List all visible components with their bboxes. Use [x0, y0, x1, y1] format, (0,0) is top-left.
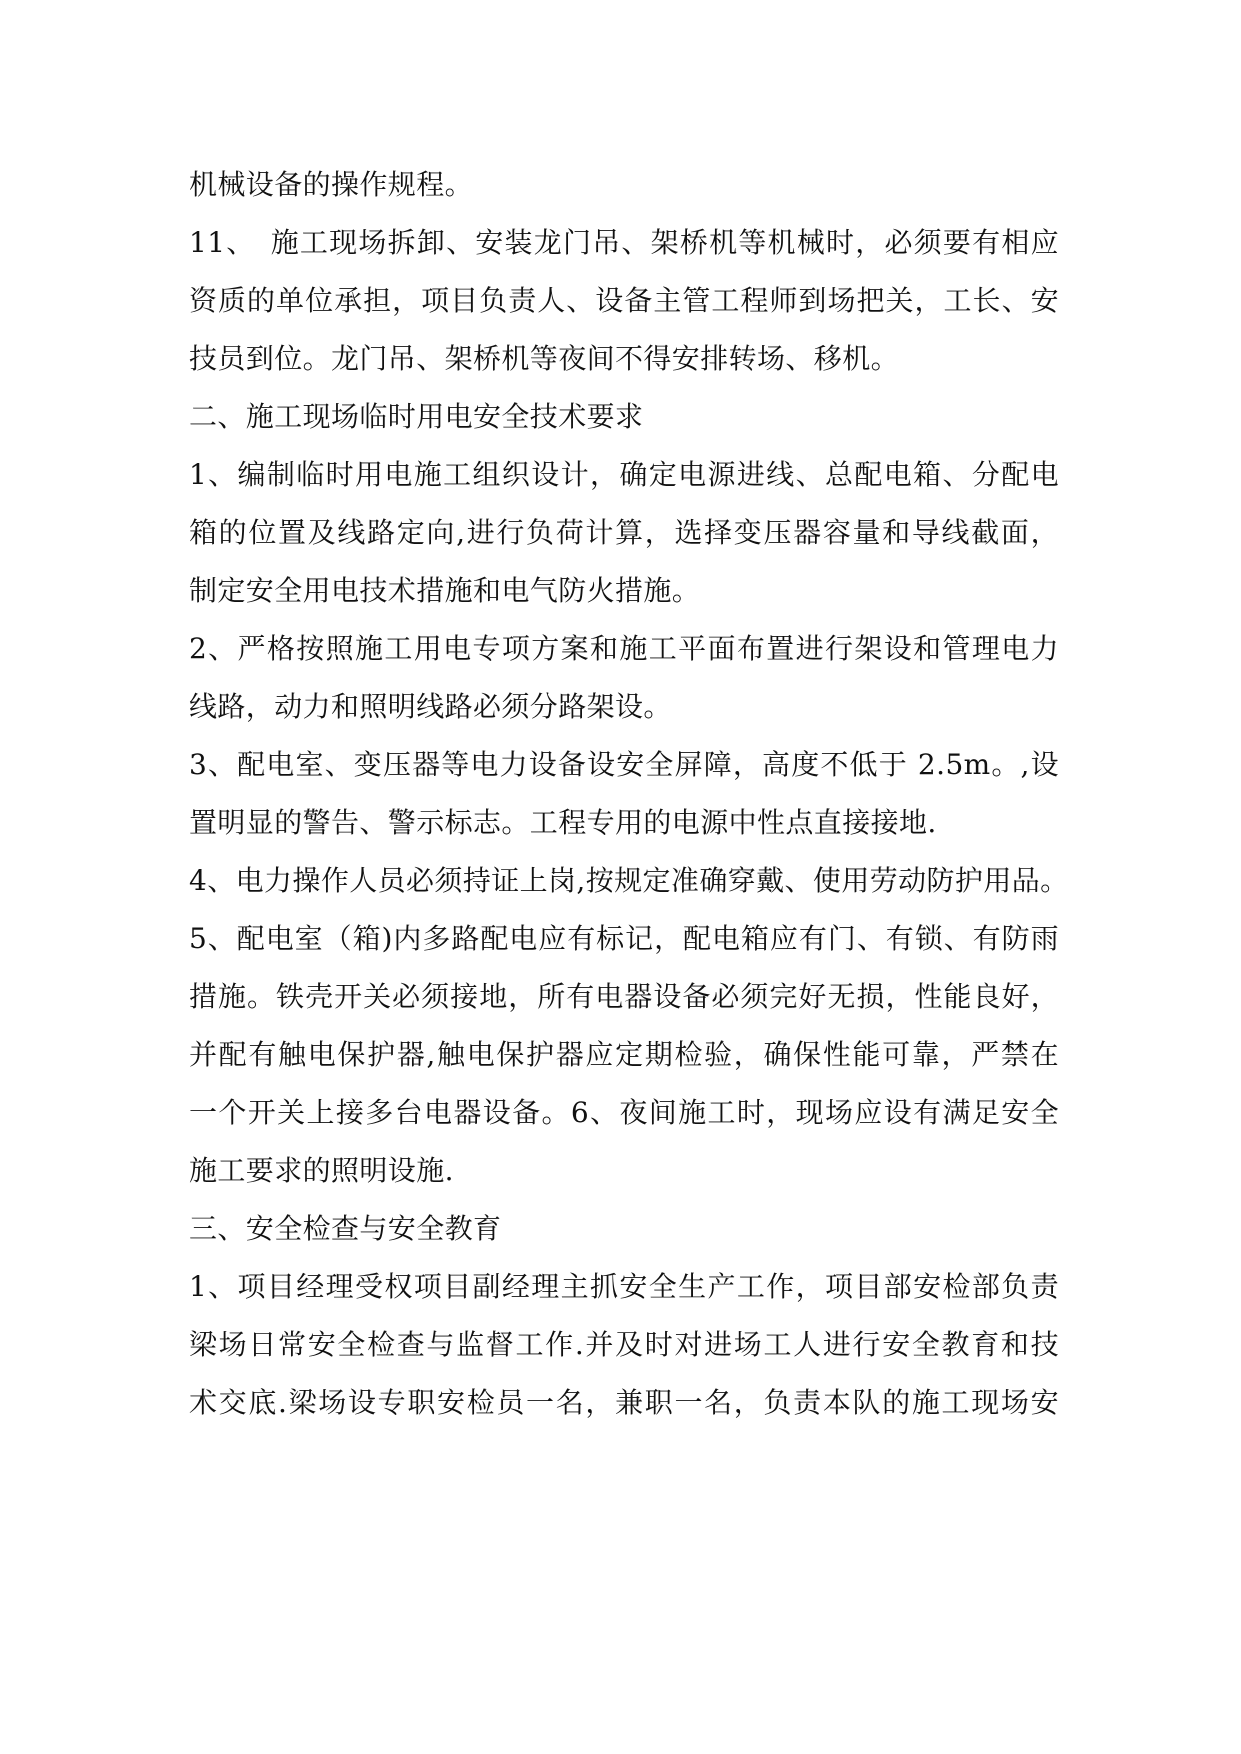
text-line: 梁场日常安全检查与监督工作.并及时对进场工人进行安全教育和技 [189, 1328, 1059, 1361]
text-line: 制定安全用电技术措施和电气防火措施。 [189, 574, 701, 607]
section-heading: 二、施工现场临时用电安全技术要求 [189, 400, 644, 433]
text-line: 资质的单位承担，项目负责人、设备主管工程师到场把关，工长、安 [189, 284, 1059, 317]
section-heading: 三、安全检查与安全教育 [189, 1212, 502, 1245]
text-line: 5、配电室（箱)内多路配电应有标记，配电箱应有门、有锁、有防雨 [189, 922, 1059, 955]
text-line: 1、编制临时用电施工组织设计，确定电源进线、总配电箱、分配电 [189, 458, 1059, 491]
text-line: 1、项目经理受权项目副经理主抓安全生产工作，项目部安检部负责 [189, 1270, 1059, 1303]
document-body [189, 156, 1069, 1432]
text-line: 并配有触电保护器,触电保护器应定期检验，确保性能可靠，严禁在 [189, 1038, 1059, 1071]
text-line: 技员到位。龙门吊、架桥机等夜间不得安排转场、移机。 [189, 342, 900, 375]
text-line: 置明显的警告、警示标志。工程专用的电源中性点直接接地. [189, 806, 937, 839]
text-line: 措施。铁壳开关必须接地，所有电器设备必须完好无损，性能良好， [189, 980, 1059, 1013]
text-line: 箱的位置及线路定向,进行负荷计算，选择变压器容量和导线截面， [189, 516, 1059, 549]
text-line: 2、严格按照施工用电专项方案和施工平面布置进行架设和管理电力 [189, 632, 1059, 665]
text-line: 术交底.梁场设专职安检员一名，兼职一名，负责本队的施工现场安 [189, 1386, 1059, 1419]
text-line: 3、配电室、变压器等电力设备设安全屏障，高度不低于 2.5m。,设 [189, 748, 1059, 781]
text-line: 线路，动力和照明线路必须分路架设。 [189, 690, 672, 723]
text-line: 机械设备的操作规程。 [189, 168, 474, 201]
text-line: 施工要求的照明设施. [189, 1154, 454, 1187]
text-line: 11、 施工现场拆卸、安装龙门吊、架桥机等机械时，必须要有相应 [189, 226, 1059, 259]
text-line: 4、电力操作人员必须持证上岗,按规定准确穿戴、使用劳动防护用品。 [189, 864, 1069, 897]
text-line: 一个开关上接多台电器设备。6、夜间施工时，现场应设有满足安全 [189, 1096, 1059, 1129]
